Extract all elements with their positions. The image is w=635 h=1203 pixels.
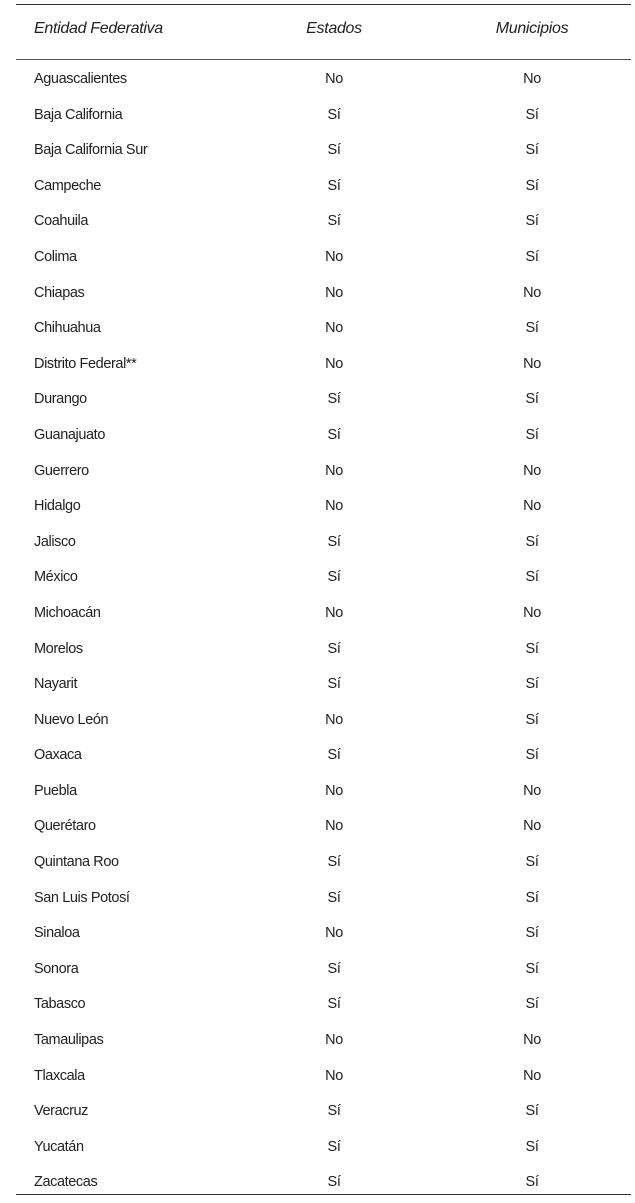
cell-estados-wrap <box>327 106 347 123</box>
cell-estados: Sí <box>327 213 341 230</box>
cell-municipios: Sí <box>525 925 539 942</box>
cell-municipios-wrap <box>523 498 550 515</box>
cell-entidad: Veracruz <box>34 1103 89 1120</box>
cell-estados-wrap <box>325 248 352 265</box>
cell-estados-wrap <box>325 284 352 301</box>
cell-entidad: Zacatecas <box>34 1174 98 1191</box>
cell-municipios-wrap <box>525 1138 545 1155</box>
cell-municipios: No <box>523 1067 541 1084</box>
cell-municipios-wrap <box>523 71 550 87</box>
cell-estados: No <box>325 284 343 301</box>
table-row <box>16 1094 631 1130</box>
cell-estados-wrap <box>327 533 347 550</box>
cell-municipios: No <box>523 1032 541 1049</box>
table-row <box>16 845 631 881</box>
table-row <box>16 276 631 312</box>
cell-estados-wrap <box>327 1138 347 1155</box>
table-row <box>16 347 631 383</box>
cell-municipios: Sí <box>525 747 539 764</box>
cell-entidad: Coahuila <box>34 213 89 230</box>
cell-municipios-wrap <box>525 889 545 906</box>
cell-estados: Sí <box>327 1103 341 1120</box>
cell-municipios-wrap <box>525 1103 545 1120</box>
cell-estados-wrap <box>325 462 352 479</box>
cell-entidad: Querétaro <box>34 818 96 835</box>
cell-estados-wrap <box>327 889 347 906</box>
cell-municipios-wrap <box>525 533 545 550</box>
table-row <box>16 454 631 490</box>
cell-entidad: Yucatán <box>34 1138 84 1155</box>
cell-municipios: Sí <box>525 1103 539 1120</box>
cell-estados: No <box>325 462 343 479</box>
cell-entidad: Campeche <box>34 177 101 194</box>
table-row <box>16 525 631 561</box>
cell-estados: No <box>325 818 343 835</box>
cell-estados-wrap <box>325 1032 352 1049</box>
cell-entidad: Chihuahua <box>34 320 101 337</box>
cell-estados: Sí <box>327 640 341 657</box>
table-row <box>16 98 631 134</box>
table-row <box>16 632 631 668</box>
table-body <box>16 62 631 1201</box>
cell-estados: No <box>325 1032 343 1049</box>
cell-municipios: Sí <box>525 320 539 337</box>
cell-estados-wrap <box>325 782 352 799</box>
cell-municipios: No <box>523 604 541 621</box>
cell-estados-wrap <box>325 355 352 372</box>
cell-estados-wrap <box>327 569 347 586</box>
table-row <box>16 1023 631 1059</box>
cell-municipios: Sí <box>525 711 539 728</box>
cell-estados-wrap <box>325 925 352 942</box>
cell-entidad: Durango <box>34 391 87 408</box>
cell-estados-wrap <box>327 177 347 194</box>
cell-estados: No <box>325 604 343 621</box>
cell-estados-wrap <box>325 711 352 728</box>
cell-estados: No <box>325 925 343 942</box>
table-row <box>16 738 631 774</box>
cell-entidad: Aguascalientes <box>34 71 127 87</box>
cell-estados-wrap <box>327 960 347 977</box>
cell-estados: Sí <box>327 1138 341 1155</box>
cell-municipios-wrap <box>525 320 545 337</box>
table-row <box>16 1165 631 1201</box>
header-municipios: Municipios <box>495 20 569 37</box>
cell-municipios-wrap <box>525 142 545 159</box>
cell-municipios: Sí <box>525 426 539 443</box>
table-row <box>16 240 631 276</box>
cell-estados: Sí <box>327 177 341 194</box>
table-row <box>16 1130 631 1166</box>
cell-estados: No <box>325 320 343 337</box>
cell-estados: Sí <box>327 142 341 159</box>
cell-estados: Sí <box>327 676 341 693</box>
table-row <box>16 881 631 917</box>
cell-estados-wrap <box>327 640 347 657</box>
cell-entidad: Tamaulipas <box>34 1032 104 1049</box>
cell-municipios-wrap <box>523 284 550 301</box>
cell-municipios-wrap <box>525 213 545 230</box>
cell-entidad: Tabasco <box>34 996 86 1013</box>
cell-municipios: Sí <box>525 391 539 408</box>
table-row <box>16 809 631 845</box>
cell-estados: No <box>325 248 343 265</box>
cell-entidad: Chiapas <box>34 284 85 301</box>
cell-municipios: Sí <box>525 889 539 906</box>
cell-municipios: Sí <box>525 960 539 977</box>
cell-estados: Sí <box>327 747 341 764</box>
cell-estados-wrap <box>325 1067 352 1084</box>
cell-municipios-wrap <box>525 996 545 1013</box>
cell-municipios: No <box>523 71 541 87</box>
cell-municipios: Sí <box>525 854 539 871</box>
cell-estados-wrap <box>327 854 347 871</box>
cell-municipios: Sí <box>525 996 539 1013</box>
cell-municipios-wrap <box>525 676 545 693</box>
cell-estados-wrap <box>325 818 352 835</box>
table-row <box>16 311 631 347</box>
header-entidad: Entidad Federativa <box>34 20 163 37</box>
table-row <box>16 382 631 418</box>
cell-municipios-wrap <box>523 818 550 835</box>
cell-municipios-wrap <box>523 604 550 621</box>
cell-estados: Sí <box>327 569 341 586</box>
cell-estados: No <box>325 498 343 515</box>
cell-estados-wrap <box>327 676 347 693</box>
cell-municipios: Sí <box>525 177 539 194</box>
cell-municipios: Sí <box>525 1138 539 1155</box>
cell-municipios: Sí <box>525 640 539 657</box>
cell-entidad: Morelos <box>34 640 83 657</box>
table-header-rule <box>16 59 631 60</box>
table-row <box>16 667 631 703</box>
cell-municipios: No <box>523 498 541 515</box>
cell-municipios: No <box>523 284 541 301</box>
cell-estados: Sí <box>327 960 341 977</box>
cell-entidad: Michoacán <box>34 604 101 621</box>
cell-entidad: Hidalgo <box>34 498 81 515</box>
cell-entidad: Sinaloa <box>34 925 80 942</box>
table-row <box>16 133 631 169</box>
cell-estados: No <box>325 71 343 87</box>
cell-estados-wrap <box>325 498 352 515</box>
cell-municipios-wrap <box>525 391 545 408</box>
table-row <box>16 774 631 810</box>
cell-municipios-wrap <box>525 925 545 942</box>
cell-municipios: No <box>523 782 541 799</box>
cell-municipios-wrap <box>525 711 545 728</box>
cell-estados: No <box>325 711 343 728</box>
table-row <box>16 596 631 632</box>
cell-entidad: Baja California <box>34 106 123 123</box>
cell-municipios-wrap <box>523 462 550 479</box>
cell-estados-wrap <box>325 71 352 87</box>
cell-municipios-wrap <box>525 569 545 586</box>
cell-entidad: México <box>34 569 78 586</box>
cell-estados-wrap <box>327 142 347 159</box>
cell-municipios: No <box>523 355 541 372</box>
cell-estados-wrap <box>327 213 347 230</box>
cell-municipios-wrap <box>525 854 545 871</box>
cell-estados: Sí <box>327 391 341 408</box>
table-row <box>16 916 631 952</box>
cell-estados: No <box>325 1067 343 1084</box>
table-row <box>16 169 631 205</box>
cell-entidad: Baja California Sur <box>34 142 148 159</box>
cell-entidad: Sonora <box>34 960 79 977</box>
table-row <box>16 703 631 739</box>
cell-municipios-wrap <box>525 960 545 977</box>
cell-municipios-wrap <box>523 1067 550 1084</box>
cell-municipios-wrap <box>525 177 545 194</box>
cell-municipios: Sí <box>525 1174 539 1191</box>
cell-municipios-wrap <box>523 355 550 372</box>
cell-estados-wrap <box>327 1174 347 1191</box>
cell-municipios: Sí <box>525 676 539 693</box>
cell-entidad: Guanajuato <box>34 426 105 443</box>
cell-estados: Sí <box>327 1174 341 1191</box>
table-row <box>16 560 631 596</box>
table-row <box>16 952 631 988</box>
cell-municipios-wrap <box>525 248 545 265</box>
table-bottom-rule <box>16 1194 631 1195</box>
cell-municipios-wrap <box>525 640 545 657</box>
cell-estados-wrap <box>325 320 352 337</box>
cell-entidad: Distrito Federal** <box>34 355 137 372</box>
header-estados: Estados <box>306 20 362 37</box>
table-row <box>16 62 631 98</box>
cell-municipios: Sí <box>525 248 539 265</box>
cell-estados-wrap <box>327 747 347 764</box>
table-row <box>16 987 631 1023</box>
cell-municipios: No <box>523 818 541 835</box>
cell-entidad: Nayarit <box>34 676 78 693</box>
cell-municipios: Sí <box>525 533 539 550</box>
cell-municipios: Sí <box>525 106 539 123</box>
table-row <box>16 418 631 454</box>
cell-municipios-wrap <box>525 106 545 123</box>
cell-estados: No <box>325 782 343 799</box>
cell-estados-wrap <box>327 391 347 408</box>
cell-estados-wrap <box>327 996 347 1013</box>
cell-municipios: Sí <box>525 142 539 159</box>
cell-estados: Sí <box>327 106 341 123</box>
cell-municipios: Sí <box>525 213 539 230</box>
table-row <box>16 489 631 525</box>
cell-entidad: Tlaxcala <box>34 1067 85 1084</box>
cell-estados: Sí <box>327 996 341 1013</box>
cell-entidad: Nuevo León <box>34 711 109 728</box>
cell-estados: No <box>325 355 343 372</box>
cell-estados: Sí <box>327 426 341 443</box>
cell-estados: Sí <box>327 854 341 871</box>
cell-estados: Sí <box>327 889 341 906</box>
table-header <box>16 20 631 46</box>
cell-estados-wrap <box>327 426 347 443</box>
cell-estados-wrap <box>325 604 352 621</box>
cell-entidad: San Luis Potosí <box>34 889 130 906</box>
cell-estados-wrap <box>327 1103 347 1120</box>
cell-entidad: Quintana Roo <box>34 854 119 871</box>
cell-entidad: Guerrero <box>34 462 89 479</box>
cell-municipios-wrap <box>523 782 550 799</box>
table-row <box>16 204 631 240</box>
table-top-rule <box>16 4 631 5</box>
cell-municipios-wrap <box>525 426 545 443</box>
cell-entidad: Oaxaca <box>34 747 82 764</box>
cell-municipios-wrap <box>525 1174 545 1191</box>
cell-entidad: Puebla <box>34 782 77 799</box>
cell-municipios-wrap <box>525 747 545 764</box>
cell-estados: Sí <box>327 533 341 550</box>
cell-municipios-wrap <box>523 1032 550 1049</box>
cell-municipios: No <box>523 462 541 479</box>
cell-municipios: Sí <box>525 569 539 586</box>
cell-entidad: Jalisco <box>34 533 76 550</box>
table-row <box>16 1059 631 1095</box>
cell-entidad: Colima <box>34 248 77 265</box>
